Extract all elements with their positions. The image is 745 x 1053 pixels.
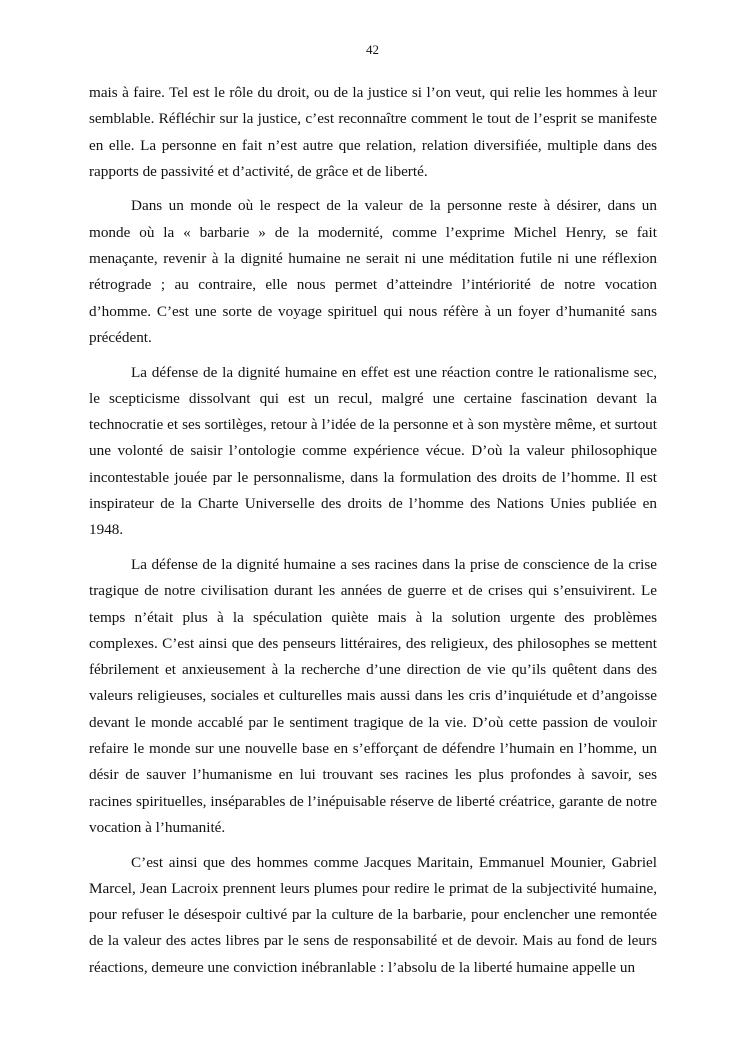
page-number: 42 xyxy=(366,42,379,57)
paragraph-4: La défense de la dignité humaine a ses racines dans la prise de conscience de la crise tragique de notre civilisation durant les années de guerre et de crises qui s’ensuivirent. Le temps n’était plus à la spéculation quiète mais à la solution urgente des problèmes complexes. C’est ainsi que des penseurs littéraires, des religieux, des philosophes se mettent fébrilement et anxieusement à la recherche d’une direction de vie qu’ils quêtent dans des valeurs religieuses, sociales et culturelles mais aussi dans les cris d’inquiétude et d’angoisse devant le monde accablé par le sentiment tragique de la vie. D’où cette passion de vouloir refaire le monde sur une nouvelle base en s’efforçant de défendre l’humain en l’homme, un désir de sauver l’humanisme en lui trouvant ses racines les plus profondes à savoir, ses racines spirituelles, inséparables de l’inépuisable réserve de liberté créatrice, garante de notre vocation à l’humanité. xyxy=(89,555,657,836)
document-body xyxy=(89,80,657,981)
paragraph-3: La défense de la dignité humaine en effet est une réaction contre le rationalisme sec, le scepticisme dissolvant qui est un recul, malgré une certaine fascination devant la technocratie et ses sortilèges, retour à l’idée de la personne et à son mystère même, et surtout une volonté de saisir l’ontologie comme expérience vécue. D’où la valeur philosophique incontestable jouée par le personnalisme, dans la formulation des droits de l’homme. Il est inspirateur de la Charte Universelle des droits de l’homme des Nations Unies publiée en 1948. xyxy=(89,363,657,539)
paragraph-2: Dans un monde où le respect de la valeur de la personne reste à désirer, dans un monde où la « barbarie » de la modernité, comme l’exprime Michel Henry, se fait menaçante, revenir à la dignité humaine ne serait ni une méditation futile ni une réflexion rétrograde ; au contraire, elle nous permet d’atteindre l’intériorité de notre vocation d’homme. C’est une sorte de voyage spirituel qui nous réfère à un foyer d’humanité sans précédent. xyxy=(89,197,657,346)
paragraph-1: mais à faire. Tel est le rôle du droit, ou de la justice si l’on veut, qui relie les hommes à leur semblable. Réfléchir sur la justice, c’est reconnaître comment le tout de l’esprit se manifeste en elle. La personne en fait n’est autre que relation, relation diversifiée, multiple dans des rapports de passivité et d’activité, de grâce et de liberté. xyxy=(89,84,657,180)
paragraph-5: C’est ainsi que des hommes comme Jacques Maritain, Emmanuel Mounier, Gabriel Marcel, Jean Lacroix prennent leurs plumes pour redire le primat de la subjectivité humaine, pour refuser le désespoir cultivé par la culture de la barbarie, pour enclencher une remontée de la valeur des actes libres par le sens de responsabilité et de devoir. Mais au fond de leurs réactions, demeure une conviction inébranlable : l’absolu de la liberté humaine appelle un xyxy=(89,853,657,976)
